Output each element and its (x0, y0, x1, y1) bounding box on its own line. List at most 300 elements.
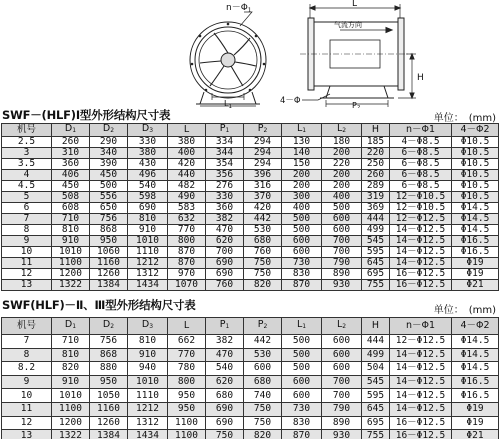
table-cell: 390 (90, 159, 128, 170)
n-phi1-label: $n-\Phi_1$ (226, 3, 252, 14)
table-cell: Φ16.5 (452, 389, 499, 403)
table-cell: Φ16.5 (452, 375, 499, 389)
table-cell: 880 (90, 362, 128, 376)
table-row (2, 137, 499, 148)
table-cell: 1312 (128, 416, 168, 430)
table-cell: 600 (244, 362, 282, 376)
table-cell: 770 (168, 225, 206, 236)
table-cell: 400 (168, 148, 206, 159)
table-cell: 16－Φ12.5 (390, 416, 452, 430)
header-subscript: 1 (225, 127, 230, 134)
table-cell: 700 (322, 247, 362, 258)
table-cell: 500 (282, 348, 322, 362)
table-cell: 1200 (52, 269, 90, 280)
table-cell: 4－Φ8.5 (390, 137, 452, 148)
table-cell: Φ14.5 (452, 214, 499, 225)
table-row (2, 247, 499, 258)
table-cell: Φ10.5 (452, 159, 499, 170)
table-row (2, 214, 499, 225)
table-row (2, 269, 499, 280)
front-view (190, 12, 266, 106)
table-cell: 482 (168, 181, 206, 192)
table-cell: 1010 (128, 236, 168, 247)
table-cell: 750 (244, 258, 282, 269)
header-label: P (219, 123, 226, 134)
table-cell: Φ21 (452, 430, 499, 439)
table-cell: 276 (206, 181, 244, 192)
table-cell: 620 (206, 236, 244, 247)
table-cell: 1384 (90, 430, 128, 439)
table-cell: 6－Φ8.5 (390, 148, 452, 159)
table-cell: 330 (206, 192, 244, 203)
table-cell: 200 (322, 148, 362, 159)
table-cell: 910 (52, 375, 90, 389)
table2-header-cell (2, 318, 52, 335)
table-cell: 870 (168, 258, 206, 269)
header-label: n－Φ1 (405, 124, 436, 135)
header-label: D (64, 123, 73, 134)
table-cell: 730 (282, 402, 322, 416)
table-cell: 6－Φ8.5 (390, 181, 452, 192)
l1-label: $L_1$ (224, 99, 232, 108)
table-cell: 508 (52, 192, 90, 203)
table-cell: 442 (244, 335, 282, 349)
table-cell: 130 (282, 137, 322, 148)
table-cell: 970 (168, 269, 206, 280)
table-cell: 910 (128, 225, 168, 236)
table-cell: 220 (322, 159, 362, 170)
table-cell: 500 (90, 181, 128, 192)
table-cell: 800 (168, 375, 206, 389)
table-cell: 4.5 (2, 181, 52, 192)
table-cell: 1100 (168, 430, 206, 439)
table1-header-cell (390, 124, 452, 137)
table-cell: Φ19 (452, 416, 499, 430)
table-cell: Φ16.5 (452, 247, 499, 258)
table-cell: 470 (206, 348, 244, 362)
table-cell: 1322 (52, 430, 90, 439)
table-cell: 500 (282, 335, 322, 349)
table-cell: 200 (322, 181, 362, 192)
header-label: D (141, 123, 150, 134)
table-cell: 750 (244, 402, 282, 416)
table-cell: 294 (244, 159, 282, 170)
airflow-label: 气流方向 (334, 21, 362, 29)
table-cell: 820 (244, 280, 282, 291)
table2-header-cell (206, 318, 244, 335)
table-cell: 890 (322, 416, 362, 430)
four-phi-leader (302, 94, 330, 100)
table-cell: 344 (206, 148, 244, 159)
table-cell: 310 (52, 148, 90, 159)
table2-header-cell (244, 318, 282, 335)
header-label: 4－Φ2 (460, 124, 490, 135)
hub-circle (221, 53, 235, 67)
table-cell: 632 (168, 214, 206, 225)
table-cell: 14－Φ12.5 (390, 258, 452, 269)
table1 (1, 123, 499, 291)
table-cell: 1100 (52, 402, 90, 416)
table-row (2, 348, 499, 362)
table-cell: 910 (128, 348, 168, 362)
table-cell: 695 (362, 416, 390, 430)
table-cell: 400 (322, 192, 362, 203)
table-cell: 870 (168, 247, 206, 258)
table-cell: 1260 (90, 416, 128, 430)
table-cell: 500 (282, 225, 322, 236)
table-cell: 760 (206, 280, 244, 291)
table-row (2, 170, 499, 181)
table1-body (2, 137, 499, 291)
table-cell: 800 (168, 236, 206, 247)
table-cell: 8 (2, 348, 52, 362)
table-cell: 1312 (128, 269, 168, 280)
table-cell: 430 (128, 159, 168, 170)
table2-header-cell (452, 318, 499, 335)
table1-header-cell (282, 124, 322, 137)
table-cell: 750 (206, 430, 244, 439)
table-cell: 680 (244, 375, 282, 389)
table-cell: 380 (128, 148, 168, 159)
table-cell: 600 (282, 247, 322, 258)
table-cell: 830 (282, 416, 322, 430)
table-cell: 420 (168, 159, 206, 170)
header-label: L (183, 320, 190, 331)
table-cell: 750 (244, 269, 282, 280)
table-cell: 10 (2, 389, 52, 403)
table-row (2, 258, 499, 269)
table-cell: 10 (2, 247, 52, 258)
table-cell: 870 (282, 280, 322, 291)
table-cell: 12－Φ12.5 (390, 335, 452, 349)
table2-body (2, 335, 499, 439)
table-row (2, 416, 499, 430)
table-cell: 1212 (128, 402, 168, 416)
table1-header-cell (206, 124, 244, 137)
header-label: D (141, 319, 150, 330)
table-cell: 645 (362, 402, 390, 416)
table-cell: 1260 (90, 269, 128, 280)
table-row (2, 148, 499, 159)
table-cell: 8.2 (2, 362, 52, 376)
table-cell: 500 (282, 214, 322, 225)
table-cell: 294 (244, 148, 282, 159)
table-cell: 16－Φ12.5 (390, 269, 452, 280)
table-cell: 595 (362, 389, 390, 403)
header-label: H (371, 320, 380, 331)
table2-header-cell (282, 318, 322, 335)
header-label: P (257, 319, 264, 330)
table-cell: 950 (90, 375, 128, 389)
table-cell: 12－Φ12.5 (390, 214, 452, 225)
header-label: 4－Φ2 (460, 320, 490, 331)
table-cell: 756 (90, 214, 128, 225)
table-cell: 820 (244, 430, 282, 439)
header-label: L (296, 319, 303, 330)
header-subscript: 1 (72, 127, 77, 134)
table-cell: 760 (244, 247, 282, 258)
table-cell: 316 (244, 181, 282, 192)
header-label: D (64, 319, 73, 330)
table-cell: 3 (2, 148, 52, 159)
table-cell: 250 (362, 159, 390, 170)
table-cell: 700 (322, 236, 362, 247)
drawing-svg (0, 0, 500, 108)
table-cell: 369 (362, 203, 390, 214)
header-label: H (371, 124, 380, 135)
header-label: D (102, 319, 111, 330)
table-cell: Φ10.5 (452, 181, 499, 192)
table-cell: Φ14.5 (452, 335, 499, 349)
header-label: P (219, 319, 226, 330)
table-cell: 600 (282, 375, 322, 389)
table-row (2, 362, 499, 376)
table-cell: 600 (322, 348, 362, 362)
table-cell: 7 (2, 214, 52, 225)
table-cell: Φ14.5 (452, 348, 499, 362)
table-cell: 1100 (168, 416, 206, 430)
table-cell: 13 (2, 430, 52, 439)
table-cell: 450 (90, 170, 128, 181)
table2-unit: 单位： (mm) (433, 305, 496, 316)
table-cell: 940 (128, 362, 168, 376)
table-cell: 490 (168, 192, 206, 203)
table1-header-cell (362, 124, 390, 137)
table-cell: 3.5 (2, 159, 52, 170)
airflow-arrow-head (386, 28, 392, 33)
header-subscript: 1 (302, 127, 307, 134)
table-row (2, 430, 499, 439)
table-cell: 755 (362, 280, 390, 291)
table-cell: 340 (90, 148, 128, 159)
table-cell: 700 (322, 375, 362, 389)
table-cell: 740 (244, 389, 282, 403)
table-cell: 380 (168, 137, 206, 148)
table-cell: 540 (206, 362, 244, 376)
table-cell: 1160 (90, 258, 128, 269)
table-cell: Φ10.5 (452, 170, 499, 181)
table-cell: 9 (2, 236, 52, 247)
table-row (2, 280, 499, 291)
table-row (2, 402, 499, 416)
table-cell: 12 (2, 416, 52, 430)
table-cell: 870 (282, 430, 322, 439)
table-cell: 185 (362, 137, 390, 148)
table-cell: 650 (90, 203, 128, 214)
table-cell: 1010 (52, 247, 90, 258)
side-view (300, 4, 416, 107)
table-cell: 710 (52, 335, 90, 349)
table-row (2, 375, 499, 389)
table-cell: 1160 (90, 402, 128, 416)
table-cell: 930 (322, 280, 362, 291)
table-cell: 608 (52, 203, 90, 214)
table2-header-cell (390, 318, 452, 335)
table-cell: 500 (282, 362, 322, 376)
table-cell: 1200 (52, 416, 90, 430)
table-cell: 294 (244, 137, 282, 148)
n-phi-leader (240, 12, 252, 26)
table-cell: 442 (244, 214, 282, 225)
header-subscript: 2 (342, 127, 347, 134)
table2-header-cell (322, 318, 362, 335)
table-cell: 1110 (128, 247, 168, 258)
table-cell: 910 (52, 236, 90, 247)
table2-header-cell (128, 318, 168, 335)
header-label: L (296, 123, 303, 134)
table-cell: 14－Φ12.5 (390, 236, 452, 247)
table-cell: 530 (244, 225, 282, 236)
table1-header-cell (168, 124, 206, 137)
blade (235, 62, 256, 66)
table-cell: 810 (128, 335, 168, 349)
table-cell: 4 (2, 170, 52, 181)
table-cell: 496 (128, 170, 168, 181)
table-cell: 810 (128, 214, 168, 225)
blade (200, 61, 221, 63)
table-cell: 440 (168, 170, 206, 181)
table-cell: 540 (128, 181, 168, 192)
table-cell: 356 (206, 170, 244, 181)
table-cell: 2.5 (2, 137, 52, 148)
table-cell: 450 (52, 181, 90, 192)
table-row (2, 159, 499, 170)
table-cell: 1434 (128, 430, 168, 439)
table-cell: 499 (362, 225, 390, 236)
table2-header-cell (52, 318, 90, 335)
table-cell: 8 (2, 225, 52, 236)
table-cell: 950 (90, 236, 128, 247)
header-label: n－Φ1 (405, 320, 436, 331)
table2-header-cell (168, 318, 206, 335)
p2-label: P2 (352, 101, 361, 108)
table-cell: 868 (90, 225, 128, 236)
table-cell: 200 (282, 170, 322, 181)
table1-title: SWF－(HLF)Ⅰ型外形结构尺寸表 (2, 108, 171, 122)
table-cell: Φ19 (452, 402, 499, 416)
table-cell: 690 (128, 203, 168, 214)
table-cell: 370 (244, 192, 282, 203)
l-label: L (352, 0, 358, 9)
table-cell: 14－Φ12.5 (390, 402, 452, 416)
table-cell: 360 (206, 203, 244, 214)
table-cell: 600 (282, 389, 322, 403)
header-subscript: 2 (263, 127, 268, 134)
table-cell: Φ19 (452, 269, 499, 280)
table-cell: 950 (168, 389, 206, 403)
table-cell: 600 (282, 236, 322, 247)
table-cell: 1384 (90, 280, 128, 291)
table-cell: 13 (2, 280, 52, 291)
table-cell: 690 (206, 416, 244, 430)
table-cell: Φ10.5 (452, 148, 499, 159)
table-cell: 645 (362, 258, 390, 269)
table-cell: 200 (322, 170, 362, 181)
table-cell: 260 (52, 137, 90, 148)
table-cell: 1110 (128, 389, 168, 403)
four-phi-label: 4－Φ (280, 96, 301, 106)
table-cell: 755 (362, 430, 390, 439)
table-cell: 290 (90, 137, 128, 148)
table-cell: Φ14.5 (452, 362, 499, 376)
table-cell: 662 (168, 335, 206, 349)
table-cell: 595 (362, 247, 390, 258)
table-cell: 334 (206, 137, 244, 148)
table-cell: 500 (322, 203, 362, 214)
table-cell: 444 (362, 335, 390, 349)
header-label: 机号 (16, 320, 36, 331)
table2 (1, 317, 499, 439)
table-cell: 770 (168, 348, 206, 362)
header-label: L (336, 319, 343, 330)
table-cell: 300 (282, 192, 322, 203)
header-subscript: 2 (110, 127, 115, 134)
table-cell: 12－Φ10.5 (390, 203, 452, 214)
table-cell: Φ21 (452, 280, 499, 291)
header-label: D (102, 123, 111, 134)
table-cell: 556 (90, 192, 128, 203)
table-cell: 7 (2, 335, 52, 349)
table-row (2, 335, 499, 349)
side-stand (326, 86, 388, 98)
table1-unit: 单位： (mm) (433, 113, 496, 124)
table-cell: 6 (2, 203, 52, 214)
table-cell: 14－Φ12.5 (390, 247, 452, 258)
table-cell: 700 (322, 389, 362, 403)
table-cell: 12－Φ10.5 (390, 192, 452, 203)
table-cell: 406 (52, 170, 90, 181)
table-cell: 14－Φ12.5 (390, 375, 452, 389)
table-cell: 830 (282, 269, 322, 280)
table-cell: 680 (244, 236, 282, 247)
table-cell: 810 (52, 225, 90, 236)
table-cell: 140 (282, 148, 322, 159)
table-cell: Φ10.5 (452, 192, 499, 203)
table-cell: Φ16.5 (452, 236, 499, 247)
blade (234, 38, 250, 55)
table2-header-cell (362, 318, 390, 335)
table-cell: 289 (362, 181, 390, 192)
table1-header-cell (322, 124, 362, 137)
table-cell: 930 (322, 430, 362, 439)
table2-header-cell (90, 318, 128, 335)
table-cell: 504 (362, 362, 390, 376)
header-subscript: 3 (149, 127, 154, 134)
table1-header-cell (244, 124, 282, 137)
table-cell: 180 (322, 137, 362, 148)
table-cell: 470 (206, 225, 244, 236)
table-cell: 150 (282, 159, 322, 170)
blade (231, 66, 243, 86)
table-cell: 6－Φ8.5 (390, 159, 452, 170)
table-cell: 756 (90, 335, 128, 349)
table-cell: 14－Φ12.5 (390, 348, 452, 362)
table-cell: 1060 (90, 247, 128, 258)
table-cell: 1010 (128, 375, 168, 389)
table-row (2, 225, 499, 236)
table-cell: 11 (2, 258, 52, 269)
table-cell: 382 (206, 214, 244, 225)
table-cell: 790 (322, 402, 362, 416)
table-cell: 600 (322, 335, 362, 349)
table-cell: 14－Φ12.5 (390, 225, 452, 236)
table-cell: 598 (128, 192, 168, 203)
table-row (2, 181, 499, 192)
table-row (2, 236, 499, 247)
table-cell: 695 (362, 269, 390, 280)
table2-title: SWF(HLF)－Ⅱ、Ⅲ型外形结构尺寸表 (2, 298, 196, 312)
table-cell: 354 (206, 159, 244, 170)
